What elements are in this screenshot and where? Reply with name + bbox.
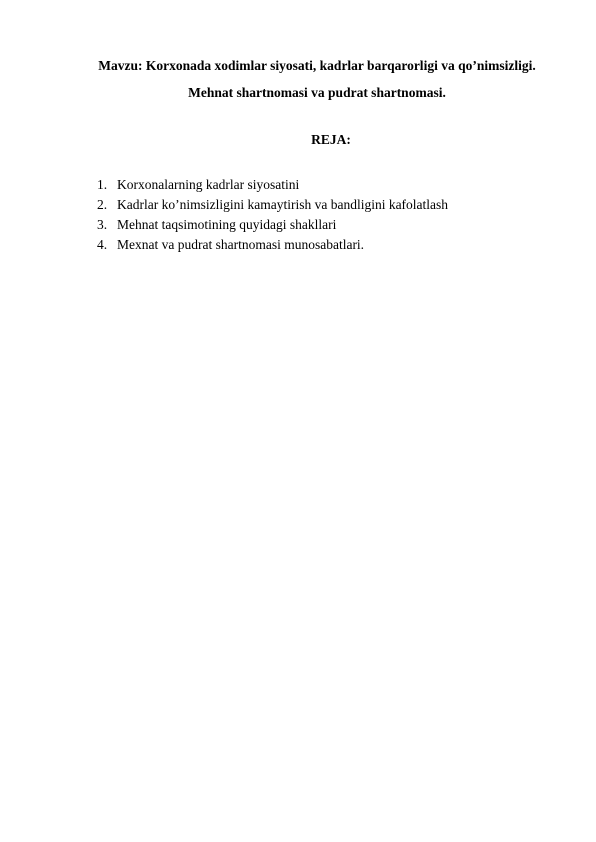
plan-item-1	[97, 177, 448, 197]
plan-item-number: 1.	[97, 177, 108, 192]
plan-heading: REJA:	[311, 132, 351, 147]
plan-item-number: 2.	[97, 197, 108, 212]
plan-item-text: Korxonalarning kadrlar siyosatini	[117, 177, 300, 192]
document-title-line-2: Mehnat shartnomasi va pudrat shartnomasi.	[188, 85, 446, 100]
plan-item-number: 4.	[97, 237, 108, 252]
plan-item-text: Mexnat va pudrat shartnomasi munosabatlari.	[117, 237, 365, 252]
plan-item-number: 3.	[97, 217, 108, 232]
document-title-line-1: Mavzu: Korxonada xodimlar siyosati, kadrlar barqarorligi va qo’nimsizligi.	[98, 58, 536, 73]
plan-item-4	[97, 237, 448, 257]
plan-item-3	[97, 217, 448, 237]
plan-item-text: Mehnat taqsimotining quyidagi shakllari	[117, 217, 337, 232]
plan-item-2	[97, 197, 448, 217]
plan-item-text: Kadrlar ko’nimsizligini kamaytirish va bandligini kafolatlash	[117, 197, 449, 212]
plan-list	[97, 177, 448, 257]
